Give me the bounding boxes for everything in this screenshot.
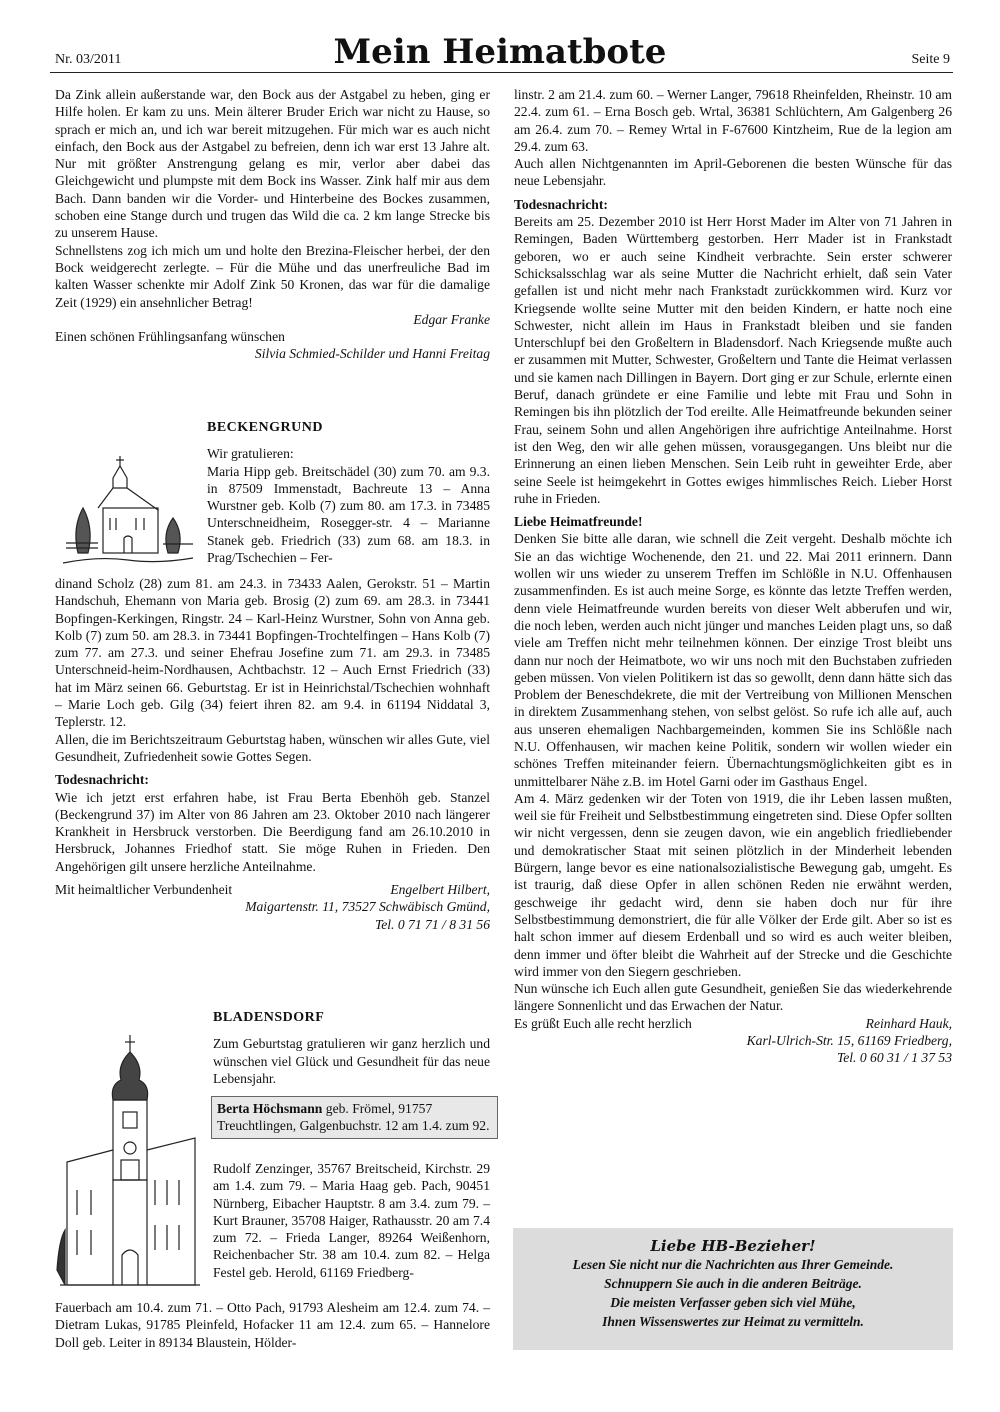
beckengrund-author: Engelbert Hilbert,	[390, 882, 490, 898]
left-column-top	[55, 86, 490, 363]
notice-title: Liebe HB-Bezieher!	[650, 1237, 816, 1255]
beckengrund-closing: Mit heimaltlicher Verbundenheit	[55, 882, 233, 898]
bladensdorf-birthdays-2: Fauerbach am 10.4. zum 71. – Otto Pach, 91793 Alesheim am 12.4. zum 74. – Dietram Lukas, 91785 Pleinfeld, Hofacker 11 am 12.4. zum 65. – Hannelore Doll geb. Leiter in 89134 Blaustein, Hölder-	[55, 1300, 490, 1350]
beckengrund-address: Maigartenstr. 11, 73527 Schwäbisch Gmünd,	[245, 899, 490, 915]
friends-heading: Liebe Heimatfreunde!	[514, 514, 643, 530]
header-rule	[50, 72, 953, 73]
bladensdorf-birthdays-1: Rudolf Zenzinger, 35767 Breitscheid, Kirchstr. 29 am 1.4. zum 79. – Maria Haag geb. Pach, 90451 Nürnberg, Eibacher Hauptstr. 8 am 3.4. zum 79. – Kurt Brauner, 35708 Haiger, Rathausstr. 20 am 7.4 zum 72. – Frieda Langer, 89264 Weißenhorn, Reichenbacher Str. 38 am 10.4. zum 82. – Helga Festel geb. Herold, 61169 Friedberg-	[213, 1161, 490, 1280]
beckengrund-death-text: Wie ich jetzt erst erfahren habe, ist Frau Berta Ebenhöh geb. Stanzel (Beckengrund 37) im Alter von 86 Jahren am 23. Oktober 2010 nach längerer Krankheit in Hersbruck verstorben. Die Beerdigung fand am 26.10.2010 in Hersbruck, Johannes Friedhof statt. Sie möge Ruhen in Frieden. Den Angehörigen gilt unsere herzliche Anteilnahme.	[55, 789, 490, 874]
story-paragraph: Da Zink allein außerstande war, den Bock aus der Astgabel zu heben, ging er Hilfe holen. Er kam zu uns. Mein älterer Bruder Erich war nicht zu Hause, so sprach er mich an, und ich war bereit mitzugehen. Für mich war es auch nicht einfach, den Bock aus der Astgabel zu befreien, denn ich war erst 13 Jahre alt. Nur mit größter Anstrengung gelang es mir, verlor aber dabei das Gleichgewicht und plumpste mit dem Bock ins Wasser. Zink half mir aus dem Bach. Dann banden wir die Vorder- und Hinterbeine des Bockes zusammen, schoben eine Stange durch und trugen das Wild die ca. 2 km lange Strecke bis zu unserem Hause.	[55, 87, 490, 241]
bladensdorf-birthdays	[213, 1160, 490, 1281]
beckengrund-bottom	[55, 575, 490, 933]
beckengrund-birthdays-1: Maria Hipp geb. Breitschädel (30) zum 70. am 9.3. in 87509 Immenstadt, Bachreute 13 – Anna Wurstner geb. Kolb (7) zum 80. am 17.3. in 73485 Unterschneidheim, Rosegger-str. 4 – Marianne Stanek geb. Friedrich (33) zum 68. am 18.3. in Prag/Tschechien – Fer-	[207, 463, 490, 566]
newspaper-title: Mein Heimatbote	[333, 32, 667, 72]
right-column	[514, 86, 952, 1067]
bladensdorf-church-illustration	[55, 1030, 205, 1295]
friends-paragraph: Am 4. März gedenken wir der Toten von 1919, die ihr Leben lassen mußten, weil sie für Freiheit und Selbstbestimmung eingetreten sind. Diese Opfer sollten wir nicht vergessen, denn sie zeugen davon, wie ein angeblich friedliebender und demokratischer Staat mit seinen plötzlich in der Minderheit lebenden Bürgern, lange bevor es eine nationalsozialistische Bewegung gab, umgeht. Es ist traurig, daß diese Opfer in allen schönen Reden nie erwähnt werden, geschweige ihr gedacht wird, denn sie haben doch nur für ihre Selbstbestimmung demonstriert, die für alle Völker der Erde gilt. Aber so ist es halt schon immer auf diesem Erdenball und so wird es auch weiter bleiben, denn immer und öfter bleibt die Wahrheit auf der Strecke und die Geschichte wird immer von den Siegern geschrieben.	[514, 790, 952, 979]
spring-greeting: Einen schönen Frühlingsanfang wünschen	[55, 329, 285, 345]
bladensdorf-heading: BLADENSDORF	[213, 1010, 325, 1025]
beckengrund-birthdays-2: dinand Scholz (28) zum 81. am 24.3. in 73433 Aalen, Gerokstr. 51 – Martin Handschuh, Ehemann von Maria geb. Brosig (2) zum 69. am 28.3. in 73441 Bopfingen-Kerkingen, Ringstr. 24 – Karl-Heinz Wurstner, Sohn von Anna geb. Kolb (7) zum 50. am 28.3. in 73441 Bopfingen-Trochtelfingen – Hans Kolb (7) zum 77. am 27.3. und seiner Ehefrau Josefine zum 71. am 29.3. in 73485 Unterschneid-heim-Nordhausen, Achtbachstr. 12 – Auch Ernst Friedrich (33) hat im März seinen 66. Geburtstag. Er ist in Heinrichstal/Tschechien wohnhaft – Marie Loch geb. Gilg (34) feiert ihren 82. am 9.4. in 61194 Niddatal 3, Teplerstr. 12.	[55, 576, 490, 730]
right-closing: Es grüßt Euch alle recht herzlich	[514, 1015, 692, 1031]
friends-paragraph: Denken Sie bitte alle daran, wie schnell die Zeit vergeht. Deshalb möchte ich Sie an das wichtige Wochenende, den 21. und 22. Mai 2011 erinnern. Dann wollen wir uns wieder zu unserem Treffen im Schlößle in N.U. Offenhausen zusammenfinden. Es ist auch meine Sorge, es könnte das letzte Treffen werden, denn viele Heimatfreunde wurden bereits von dieser Welt abberufen und wir, die noch leben, werden auch nicht jünger und manches Leiden plagt uns, so daß viele am Treffen nicht mehr teilnehmen können. Der einzige Trost bleibt uns dann nur noch der Heimatbote, wo wir uns noch mit den Buchstaben zufrieden geben müssen. Von vielen Politikern ist das so gewollt, denn dann hätte sich das Problem der Beneschdekrete, die mit der Vertreibung von Millionen Menschen in direktem Zusammenhang stehen, von selbst gelöst. So rufe ich alle auf, auch aus unseren ehemaligen Nachbargemeinden, kommen Sie ins Schlößle nach N.U. Offenhausen, wir machen keine Politik, sondern wir wollen wieder ein schönes Treffen miteinander feiern. Übernachtungsmöglichkeiten gibt es in unmittelbarer Nähe z.B. im Hotel Garni oder im Gasthaus Engel.	[514, 531, 952, 789]
right-death-heading: Todesnachricht:	[514, 196, 608, 212]
bladensdorf-top	[213, 1009, 490, 1087]
greeting-signers: Silvia Schmied-Schilder und Hanni Freitag	[254, 346, 490, 362]
right-birthdays: linstr. 2 am 21.4. zum 60. – Werner Langer, 79618 Rheinfelden, Rheinstr. 10 am 22.4. zum 61. – Erna Bosch geb. Wrtal, 36381 Schlüchtern, Am Galgenberg 26 am 26.4. zum 70. – Remey Wrtal in F-67600 Kintzheim, Rue de la legion am 29.4. zum 63.	[514, 87, 952, 154]
story-paragraph: Schnellstens zog ich mich um und holte den Brezina-Fleischer herbei, der den Bock weidgerecht zerlegte. – Für die Mühe und das unerfreuliche Bad im kalten Wasser schenkte mir Adolf Zink 50 Kronen, das war für die damalige Zeit (1929) ein ansehnlicher Betrag!	[55, 242, 490, 310]
beckengrund-wishes: Allen, die im Berichtszeitraum Geburtstag haben, wünschen wir alles Gute, viel Gesundheit, Zufriedenheit sowie Gottes Segen.	[55, 731, 490, 764]
beckengrund-intro: Wir gratulieren:	[207, 446, 294, 462]
highlighted-details: geb. Frömel, 91757 Treuchtlingen, Galgenbuchstr. 12 am 1.4. zum 92.	[217, 1101, 490, 1134]
right-birthdays-wish: Auch allen Nichtgenannten im April-Geborenen die besten Wünsche für das neue Lebensjahr.	[514, 156, 952, 189]
beckengrund-top	[207, 419, 490, 566]
subscriber-notice-box	[513, 1228, 953, 1350]
highlighted-birthday-box	[211, 1096, 498, 1139]
notice-line: Lesen Sie nicht nur die Nachrichten aus Ihrer Gemeinde.	[572, 1257, 894, 1272]
beckengrund-death-heading: Todesnachricht:	[55, 772, 149, 788]
notice-line: Die meisten Verfasser geben sich viel Mühe,	[610, 1295, 856, 1310]
right-phone: Tel. 0 60 31 / 1 37 53	[836, 1050, 952, 1066]
church-illustration	[58, 448, 198, 573]
friends-paragraph: Nun wünsche ich Euch allen gute Gesundheit, genießen Sie das wiederkehrende längere Sonnenlicht und das Erwachen der Natur.	[514, 981, 952, 1014]
notice-line: Schnuppern Sie auch in die anderen Beiträge.	[604, 1276, 862, 1291]
beckengrund-phone: Tel. 0 71 71 / 8 31 56	[374, 916, 490, 932]
right-author: Reinhard Hauk,	[865, 1015, 952, 1031]
right-address: Karl-Ulrich-Str. 15, 61169 Friedberg,	[746, 1033, 952, 1049]
bladensdorf-bottom	[55, 1299, 490, 1351]
page-number: Seite 9	[911, 52, 950, 67]
beckengrund-signature	[55, 881, 490, 898]
right-signature	[514, 1015, 952, 1032]
right-death-text: Bereits am 25. Dezember 2010 ist Herr Horst Mader im Alter von 71 Jahren in Remingen, Baden Württemberg gestorben. Herr Mader ist in Frankstadt geboren, wo er auch seine Kindheit verbrachte. Sein erster schwerer Schicksalsschlag war als seine Mutter die Nachricht erhielt, daß sein Vater gefallen ist und nicht mehr nach Frankstadt zurückkommen wird. Kurz vor Kriegsende wollte seine Mutter mit den beiden Kindern, er hatte noch eine Schwester, nicht allein im Haus in Frankstadt bleiben und sie fanden Unterschlupf bei den Großeltern in Bladensdorf. Nach Kriegsende mußte auch er zusammen mit Mutter, Schwester, Großeltern und Tante die Heimat verlassen und sie kamen nach Dillingen in Bayern. Dort ging er zur Schule, erlernte einen Beruf, danach gründete er eine Familie und lebte mit Frau und Sohn in Remingen bis ihn plötzlich der Tod ereilte. Alle Heimatfreunde bekunden seiner Frau, seinem Sohn und allen Angehörigen ihre aufrichtige Anteilnahme. Horst ist den Weg, den wir alle gehen müssen, vorausgegangen. Uns bleibt nur die Erinnerung an einen lieben Menschen. Sein Leib ruht in geweihter Erde, aber seine Seele ist heimgekehrt in Gottes ewiges himmlisches Reich. Lieber Horst ruhe in Frieden.	[514, 214, 952, 506]
beckengrund-heading: BECKENGRUND	[207, 420, 323, 435]
notice-line: Ihnen Wissenswertes zur Heimat zu vermitteln.	[602, 1314, 864, 1329]
story-author: Edgar Franke	[413, 311, 490, 327]
highlighted-name: Berta Höchsmann	[217, 1101, 323, 1116]
bladensdorf-intro: Zum Geburtstag gratulieren wir ganz herzlich und wünschen viel Glück und Gesundheit für das neue Lebensjahr.	[213, 1036, 490, 1086]
issue-number: Nr. 03/2011	[55, 52, 122, 67]
